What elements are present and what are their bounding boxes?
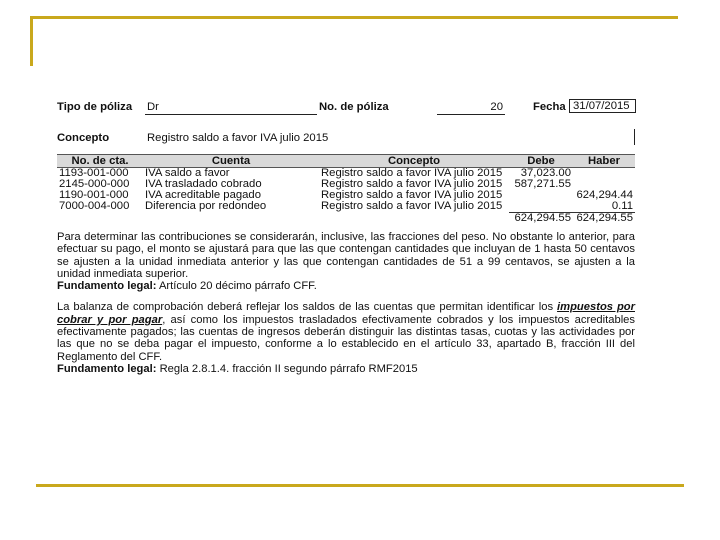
- col-header-account-no: No. de cta.: [57, 155, 143, 168]
- account-name-cell: IVA acreditable pagado: [145, 190, 261, 201]
- totals-row: [57, 213, 635, 225]
- debit-cell: 37,023.00: [520, 167, 571, 179]
- rounding-paragraph-text: Para determinar las contribuciones se considerarán, inclusive, las fracciones del peso. No obstante lo anterior, para efectuar su pago, el monto se ajustará para que las que contengan cantidades que incluyan de 1 hasta 50 centavos se ajusten a la unidad inmediata anterior y las que contengan cantidades de 51 a 99 centavos, se ajusten a la unidad inmediata superior.: [57, 231, 635, 280]
- concept-field-edge: [634, 129, 635, 145]
- credit-cell: [573, 168, 635, 180]
- legal-basis-2-text: Regla 2.8.1.4. fracción II segundo párrafo RMF2015: [159, 362, 418, 375]
- concept-label: Concepto: [57, 132, 110, 144]
- decorative-left-rule: [30, 16, 33, 66]
- debit-cell: [509, 190, 573, 201]
- table-row: [57, 168, 635, 180]
- legal-basis-1: [57, 280, 635, 292]
- account-number-cell: 2145-000-000: [59, 179, 130, 190]
- account-number-cell: 1190-001-000: [59, 190, 129, 201]
- credit-cell: 624,294.44: [576, 190, 633, 201]
- ledger-header-row: [57, 155, 635, 168]
- trial-balance-text-a: La balanza de comprobación deberá reflejar los saldos de las cuentas que permitan identificar los: [57, 301, 554, 314]
- account-name-cell: Diferencia por redondeo: [145, 201, 267, 213]
- decorative-bottom-rule: [36, 484, 684, 487]
- trial-balance-text-b: , así como los impuestos trasladados efectivamente cobrados y los impuestos acreditables efectivamente pagados; las cuentas de ingresos deberán distinguir las distintas tasas, cuotas y las actividades por las que no se deba pagar el impuesto, conforme a lo establecido en el artículo 33, apartado B, fracción III del Reglamento del CFF.: [57, 313, 635, 363]
- concept-cell: Registro saldo a favor IVA julio 2015: [321, 167, 503, 179]
- concept-value: Registro saldo a favor IVA julio 2015: [147, 132, 329, 144]
- policy-number-label: No. de póliza: [319, 101, 389, 113]
- concept-cell: Registro saldo a favor IVA julio 2015: [321, 179, 503, 190]
- policy-type-underline: [145, 98, 317, 115]
- policy-header-row: [57, 98, 635, 117]
- debit-cell: 587,271.55: [514, 179, 571, 190]
- rounding-paragraph: [57, 231, 635, 280]
- legal-basis-1-text: Artículo 20 décimo párrafo CFF.: [158, 280, 317, 293]
- account-number-cell: 7000-004-000: [59, 201, 130, 213]
- col-header-account: Cuenta: [143, 155, 319, 168]
- policy-type-label: Tipo de póliza: [57, 101, 133, 113]
- total-credit: 624,294.55: [573, 213, 635, 225]
- debit-cell: [509, 201, 573, 213]
- concept-cell: Registro saldo a favor IVA julio 2015: [321, 201, 503, 213]
- concept-row: [57, 129, 635, 148]
- trial-balance-paragraph: [57, 301, 635, 362]
- credit-cell: 0.11: [611, 201, 633, 212]
- table-row: [57, 201, 635, 213]
- date-label: Fecha: [533, 101, 566, 113]
- table-row: [57, 190, 635, 201]
- policy-number-value: 20: [490, 101, 503, 113]
- ledger-table: [57, 154, 635, 224]
- concept-cell: Registro saldo a favor IVA julio 2015: [321, 190, 503, 201]
- credit-cell: [573, 179, 635, 190]
- account-number-cell: 1193-001-000: [59, 167, 129, 179]
- total-debit: 624,294.55: [509, 213, 573, 225]
- legal-basis-2: [57, 363, 635, 375]
- legal-basis-1-label: Fundamento legal:: [57, 280, 157, 293]
- col-header-concept: Concepto: [319, 155, 509, 168]
- col-header-debit: Debe: [509, 155, 573, 168]
- legal-basis-2-label: Fundamento legal:: [57, 362, 157, 375]
- account-name-cell: IVA saldo a favor: [145, 167, 230, 179]
- col-header-credit: Haber: [573, 155, 635, 168]
- policy-type-value: Dr: [147, 101, 159, 113]
- decorative-top-rule: [30, 16, 678, 19]
- trial-balance-emphasis: impuestos por cobrar y por pagar: [57, 301, 635, 326]
- account-name-cell: IVA trasladado cobrado: [145, 179, 262, 190]
- policy-document: [57, 98, 635, 375]
- date-value: 31/07/2015: [569, 99, 636, 113]
- table-row: [57, 179, 635, 190]
